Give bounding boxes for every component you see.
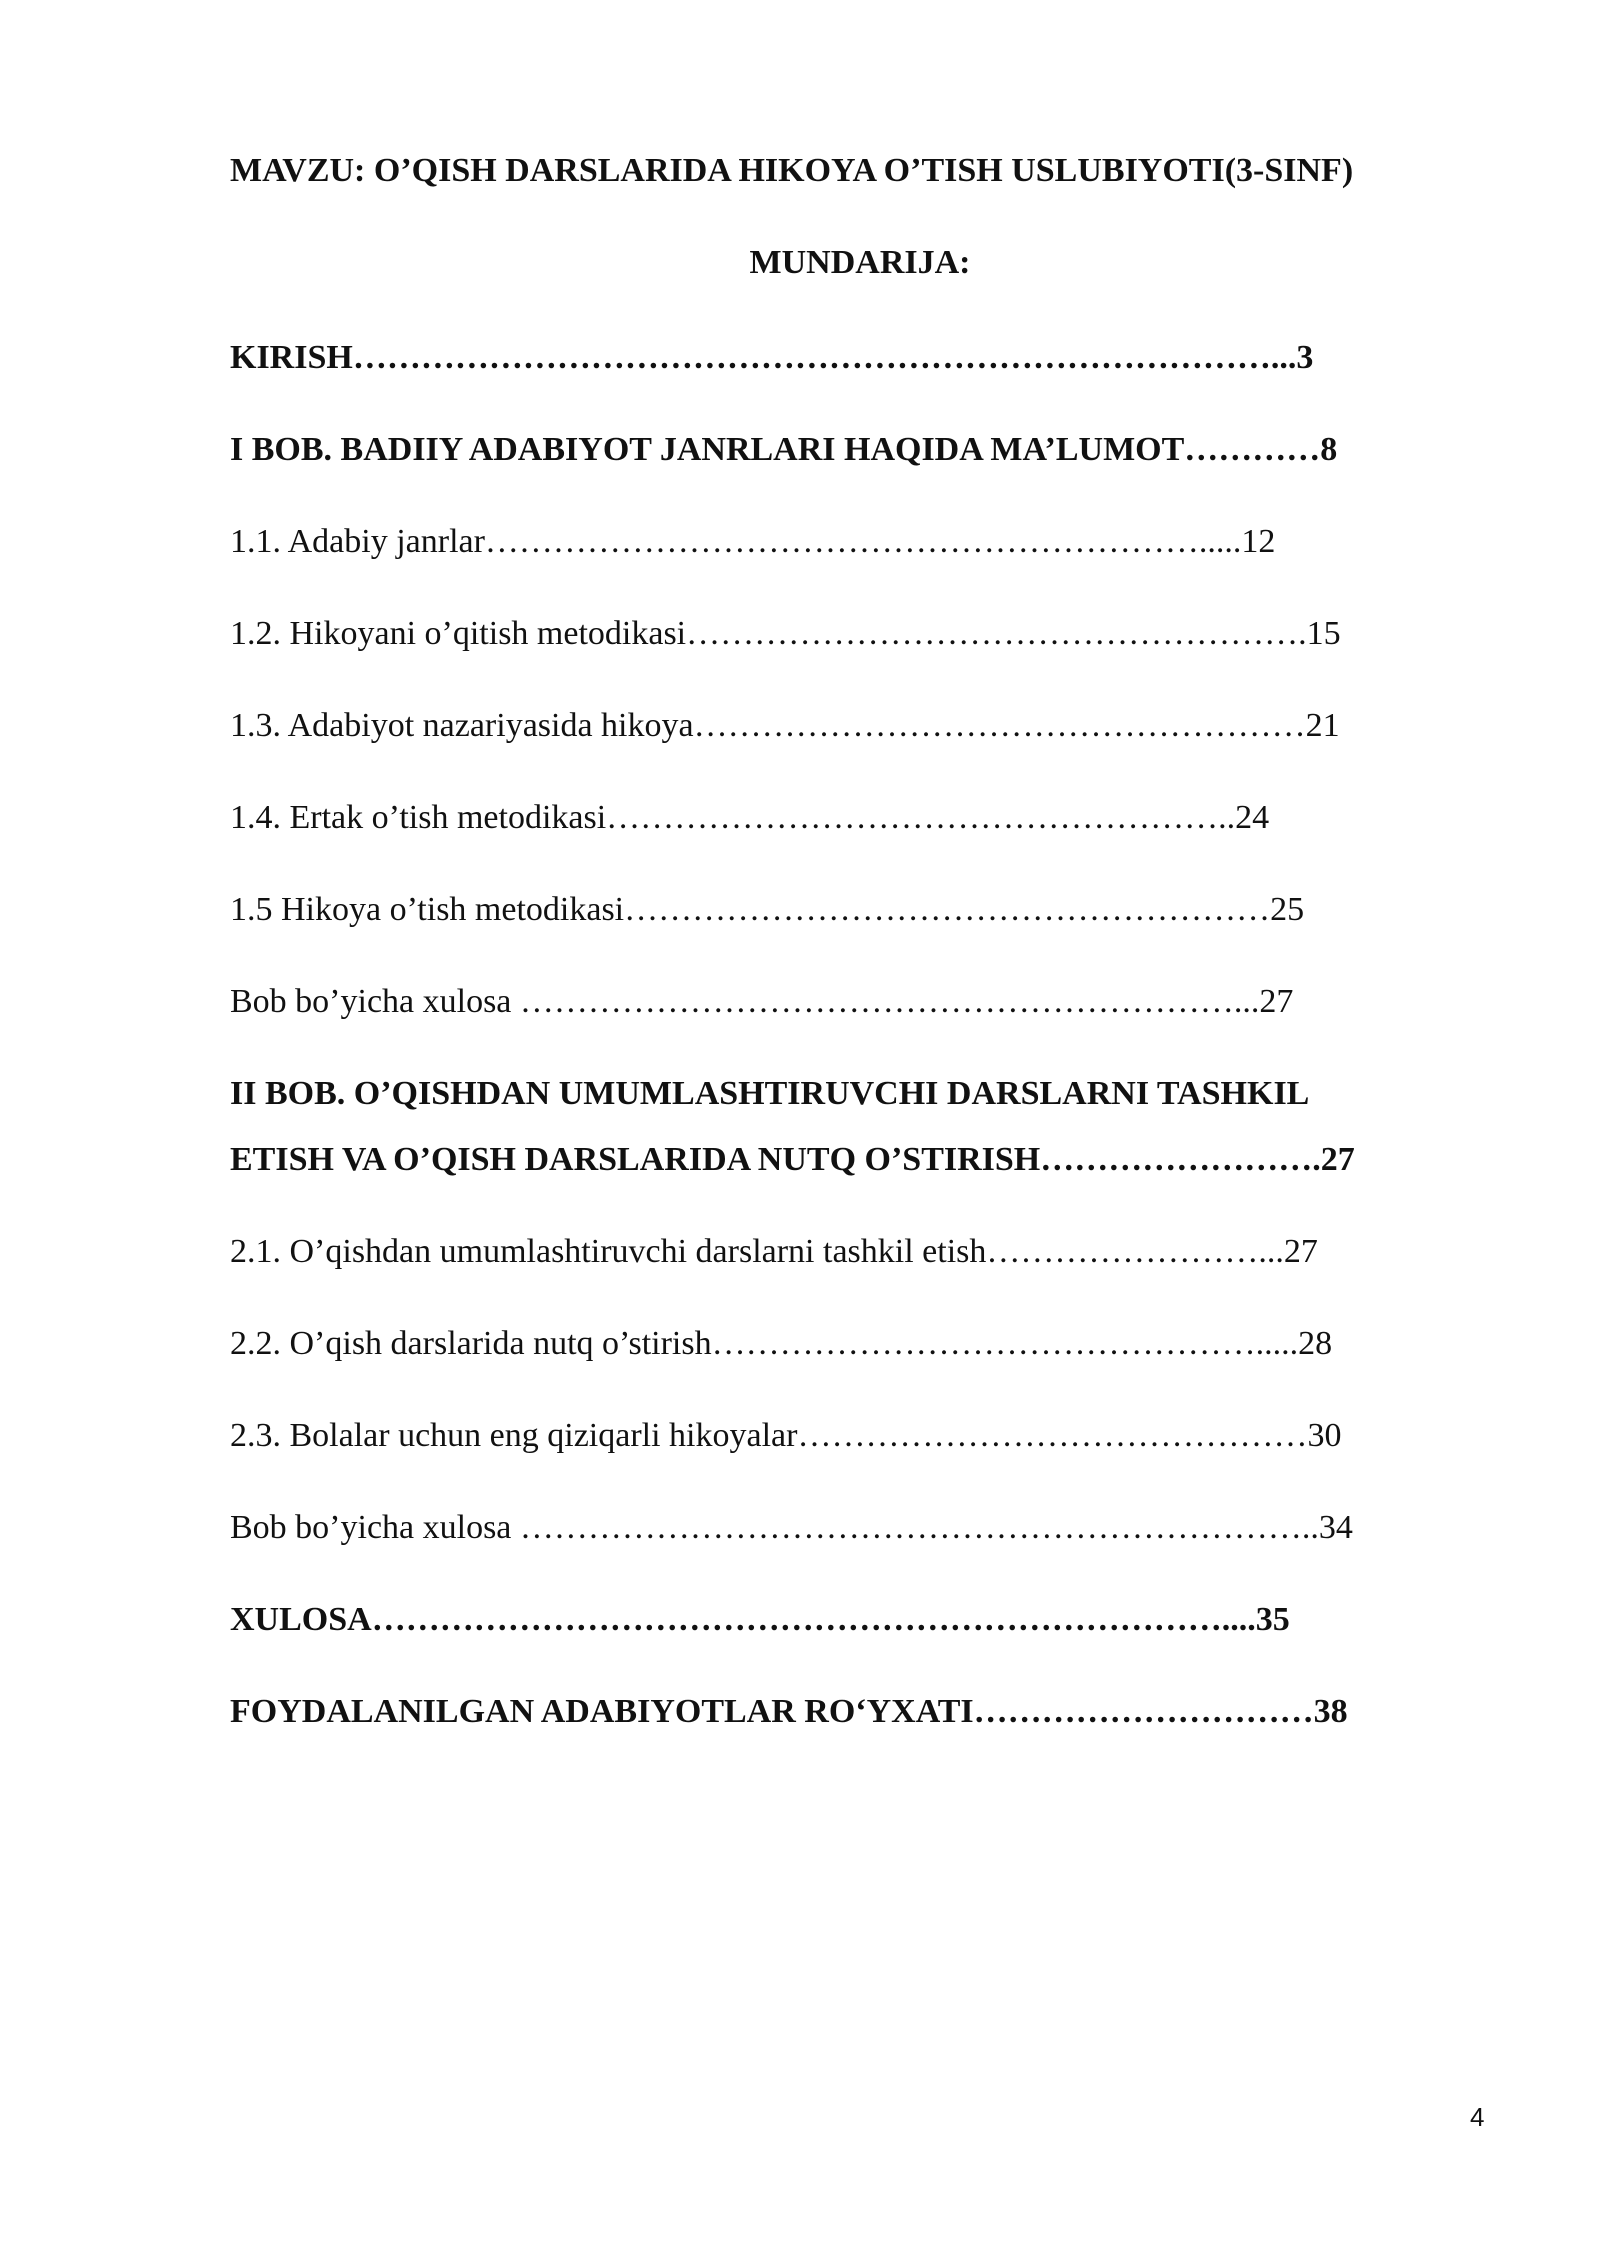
toc-entry-text: 1.5 Hikoya o’tish metodikasi…………………………………………………25	[230, 891, 1305, 928]
toc-entry-text: II BOB. O’QISHDAN UMUMLASHTIRUVCHI DARSLARNI TASHKIL	[230, 1075, 1310, 1112]
toc-entry-1-5	[230, 887, 1304, 933]
toc-entry-1-3	[230, 703, 1340, 749]
toc-entry-chapter-2-line-1	[230, 1071, 1309, 1117]
toc-entry-text: 2.1. O’qishdan umumlashtiruvchi darslarni tashkil etish……………………...27	[230, 1233, 1318, 1270]
toc-entry-chapter-1	[230, 427, 1337, 473]
toc-entry-2-3	[230, 1413, 1341, 1459]
toc-entry-text: 2.3. Bolalar uchun eng qiziqarli hikoyalar………………………………………30	[230, 1417, 1342, 1454]
toc-entry-1-4	[230, 795, 1269, 841]
toc-entry-introduction	[230, 335, 1313, 381]
toc-entry-text: 1.1. Adabiy janrlar……………………………………………………….....12	[230, 523, 1276, 560]
toc-entry-chapter-2-conclusion	[230, 1505, 1353, 1551]
toc-entry-text: 2.2. O’qish darslarida nutq o’stirish………………………………………….....28	[230, 1325, 1333, 1362]
toc-entry-conclusion	[230, 1597, 1290, 1643]
document-title: MAVZU: O’QISH DARSLARIDA HIKOYA O’TISH USLUBIYOTI(3-SINF)	[230, 152, 1354, 189]
toc-entry-text: FOYDALANILGAN ADABIYOTLAR RO‘YXATI…………………………38	[230, 1693, 1348, 1730]
toc-entry-text: I BOB. BADIIY ADABIYOT JANRLARI HAQIDA MA’LUMOT…………8	[230, 431, 1338, 468]
toc-entry-text: Bob bo’yicha xulosa ……………………………………………………………..34	[230, 1509, 1353, 1546]
toc-entry-text: Bob bo’yicha xulosa ………………………………………………………...27	[230, 983, 1294, 1020]
toc-entry-chapter-2-line-2	[230, 1137, 1355, 1183]
toc-entry-chapter-1-conclusion	[230, 979, 1293, 1025]
toc-entry-text: 1.2. Hikoyani o’qitish metodikasi……………………………………………….15	[230, 615, 1341, 652]
toc-entry-2-2	[230, 1321, 1332, 1367]
toc-entry-text: ETISH VA O’QISH DARSLARIDA NUTQ O’STIRISH…………………….27	[230, 1141, 1355, 1178]
toc-entry-1-1	[230, 519, 1275, 565]
toc-entry-text: 1.4. Ertak o’tish metodikasi………………………………………………..24	[230, 799, 1270, 836]
page-number: 4	[1470, 2102, 1485, 2132]
toc-entry-1-2	[230, 611, 1341, 657]
toc-entry-text: KIRISH………………………………………………………………………...3	[230, 339, 1314, 376]
toc-entry-text: 1.3. Adabiyot nazariyasida hikoya………………………………………………21	[230, 707, 1340, 744]
toc-heading: MUNDARIJA:	[749, 244, 971, 281]
toc-entry-references	[230, 1689, 1348, 1735]
toc-entry-2-1	[230, 1229, 1318, 1275]
toc-entry-text: XULOSA…………………………………………………………………....35	[230, 1601, 1290, 1638]
